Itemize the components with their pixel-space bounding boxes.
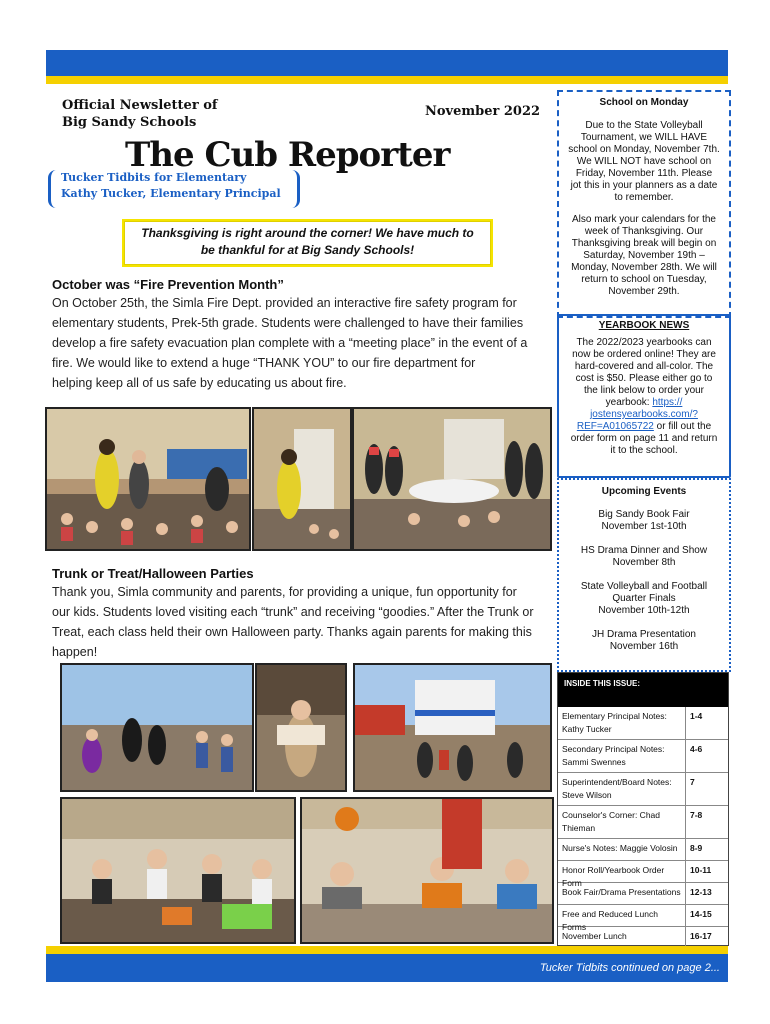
halloween-line: our kids. Students loved visiting each “trunk” and receiving “goodies.” After the Trunk or	[52, 605, 534, 619]
event-line: JH Drama Presentation	[592, 629, 696, 640]
fire-photo-3	[352, 407, 552, 551]
sm-line: Tournament, we WILL HAVE	[580, 132, 708, 143]
fire-line: helping keep all of us safe by educating us about fire.	[52, 376, 347, 390]
tidbits-line1: Tucker Tidbits for Elementary	[61, 171, 247, 184]
fire-line: fire. We would like to extend a huge “THANK YOU” to our fire department for	[52, 356, 476, 370]
school-monday-p1	[559, 120, 729, 204]
sm-line: school on Monday, November 7th.	[568, 144, 720, 155]
halloween-line: happen!	[52, 645, 98, 659]
event-item	[559, 509, 729, 533]
row-title: Counselor's Corner: Chad Thieman	[558, 806, 686, 838]
sm-line: Saturday, November 19th –	[583, 250, 705, 261]
yb-line: cost is $50. Please either go to	[575, 373, 713, 384]
masthead-org-line1: Official Newsletter of	[62, 98, 218, 113]
halloween-photo-3	[353, 663, 552, 792]
halloween-body	[52, 582, 555, 662]
sm-line: Thanksgiving break will begin on	[571, 238, 717, 249]
event-line: November 8th	[612, 557, 676, 568]
yearbook-heading: YEARBOOK NEWS	[598, 320, 690, 331]
bottom-yellow-bar	[46, 946, 728, 954]
event-item	[559, 581, 729, 617]
event-line: HS Drama Dinner and Show	[580, 545, 708, 556]
event-item	[559, 545, 729, 569]
table-row	[558, 883, 728, 905]
row-title: Honor Roll/Yearbook Order Form	[558, 861, 686, 882]
inside-this-issue-table	[557, 672, 729, 946]
halloween-photo-5	[300, 797, 554, 944]
halloween-heading: Trunk or Treat/Halloween Parties	[52, 566, 254, 581]
event-line: November 10th-12th	[598, 605, 690, 616]
row-pages: 7-8	[690, 810, 703, 820]
table-row	[558, 740, 728, 773]
row-title: Free and Reduced Lunch Forms	[558, 905, 686, 926]
yearbook-link[interactable]: https://	[652, 397, 683, 408]
sm-line: Monday, November 28th. We will	[571, 262, 717, 273]
event-line: November 16th	[609, 641, 679, 652]
yearbook-link[interactable]: REF=A01065722	[576, 421, 654, 432]
masthead-org	[62, 97, 217, 131]
sm-line: Due to the State Volleyball	[585, 120, 703, 131]
sm-line: return to school on Tuesday,	[581, 274, 707, 285]
row-title: November Lunch	[558, 927, 686, 948]
row-pages: 12-13	[690, 887, 712, 897]
school-monday-heading: School on Monday	[599, 97, 689, 108]
fire-photo-2	[252, 407, 352, 551]
sm-line: jot this in your planners as a date	[570, 180, 718, 191]
fire-body	[52, 293, 552, 393]
table-row	[558, 861, 728, 888]
sm-line: Also mark your calendars for the	[572, 214, 716, 225]
thanks-line2: be thankful for at Big Sandy Schools!	[200, 243, 415, 257]
yb-line: order form on page 11 and return	[570, 433, 718, 444]
yb-line: or fill out the	[656, 421, 712, 432]
fire-heading: October was “Fire Prevention Month”	[52, 277, 284, 292]
sm-line: November 29th.	[608, 286, 680, 297]
row-pages: 16-17	[690, 931, 712, 941]
events-heading: Upcoming Events	[601, 486, 687, 497]
table-row	[558, 839, 728, 861]
event-line: State Volleyball and Football	[580, 581, 708, 592]
yb-line: it to the school.	[610, 445, 678, 456]
row-title: Secondary Principal Notes: Sammi Swennes	[558, 740, 686, 772]
tidbits-bracket	[48, 170, 300, 208]
sm-line: week of Thanksgiving. Our	[584, 226, 704, 237]
fire-line: elementary students, Prek-5th grade. Students were challenged to have their families	[52, 316, 524, 330]
row-title: Superintendent/Board Notes: Steve Wilson	[558, 773, 686, 805]
continued-note: Tucker Tidbits continued on page 2...	[539, 962, 720, 974]
table-row	[558, 773, 728, 806]
top-yellow-bar	[46, 76, 728, 84]
fire-line: develop a fire safety evacuation plan complete with a “meeting place” in the event of a	[52, 336, 528, 350]
sm-line: to remember.	[614, 192, 674, 203]
row-title: Book Fair/Drama Presentations	[558, 883, 686, 904]
issue-date: November 2022	[425, 104, 541, 119]
row-pages: 14-15	[690, 909, 712, 919]
fire-line: On October 25th, the Simla Fire Dept. provided an interactive fire safety program for	[52, 296, 517, 310]
row-pages: 10-11	[690, 865, 712, 875]
event-line: Quarter Finals	[612, 593, 676, 604]
row-title: Elementary Principal Notes: Kathy Tucker	[558, 707, 686, 739]
row-pages: 7	[690, 777, 695, 787]
row-pages: 8-9	[690, 843, 703, 853]
yb-line: hard-covered and all-color. The	[574, 361, 714, 372]
row-title: Nurse's Notes: Maggie Volosin	[558, 839, 686, 860]
table-row	[558, 806, 728, 839]
thanks-line1: Thanksgiving is right around the corner! We have much to	[141, 226, 474, 240]
fire-photo-1	[45, 407, 251, 551]
yb-line: now be ordered online! They are	[572, 349, 716, 360]
thanksgiving-callout	[122, 219, 493, 267]
yearbook-link[interactable]: jostensyearbooks.com/?	[590, 409, 698, 420]
table-row	[558, 927, 728, 948]
halloween-photo-1	[60, 663, 254, 792]
inside-heading: INSIDE THIS ISSUE:	[558, 673, 728, 707]
yearbook-news-box	[557, 314, 731, 478]
yb-line: The 2022/2023 yearbooks can	[576, 337, 712, 348]
halloween-line: Thank you, Simla community and parents, for providing a unique, fun opportunity for	[52, 585, 517, 599]
tidbits-line2: Kathy Tucker, Elementary Principal	[61, 187, 281, 200]
table-row	[558, 905, 728, 932]
table-row	[558, 707, 728, 740]
yb-line: yearbook:	[605, 397, 650, 408]
event-item	[559, 629, 729, 653]
masthead-org-line2: Big Sandy Schools	[62, 115, 197, 130]
school-monday-p2	[559, 214, 729, 298]
halloween-line: Treat, each class held their own Halloween party. Thanks again parents for making this	[52, 625, 532, 639]
yearbook-body	[559, 337, 729, 457]
top-blue-bar	[46, 50, 728, 76]
school-on-monday-box	[557, 90, 731, 318]
event-line: November 1st-10th	[601, 521, 687, 532]
event-line: Big Sandy Book Fair	[598, 509, 690, 520]
yb-line: the link below to order your	[583, 385, 705, 396]
newsletter-title: The Cub Reporter	[125, 135, 450, 175]
row-pages: 1-4	[690, 711, 703, 721]
upcoming-events-box	[557, 478, 731, 672]
row-pages: 4-6	[690, 744, 703, 754]
sm-line: We WILL NOT have school on	[576, 156, 712, 167]
halloween-photo-2	[255, 663, 347, 792]
halloween-photo-4	[60, 797, 296, 944]
sm-line: Friday, November 11th. Please	[575, 168, 713, 179]
